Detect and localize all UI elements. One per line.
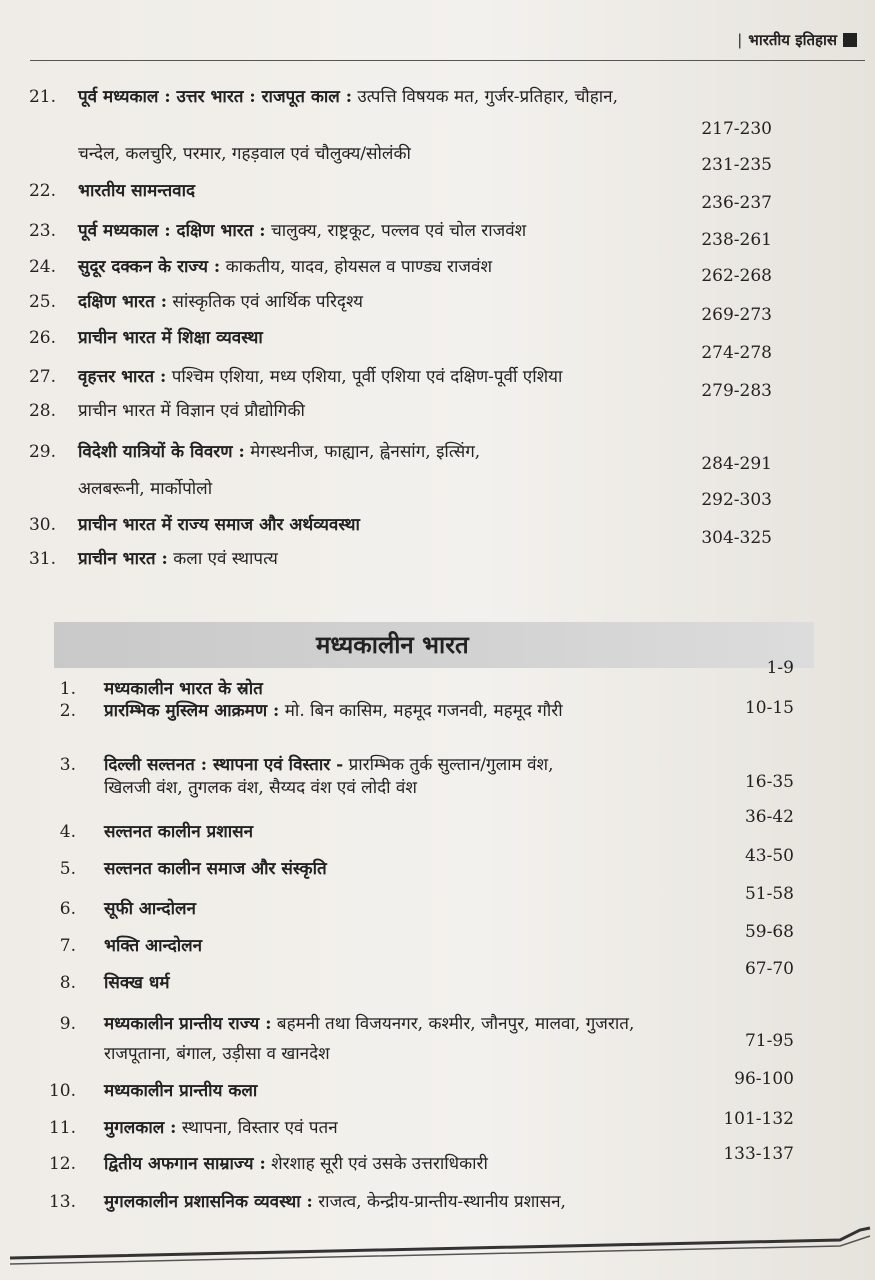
toc-page-range: 274-278 xyxy=(701,343,772,363)
toc-page-range: 10-15 xyxy=(744,698,794,718)
toc-entry-number: 13. xyxy=(48,1192,76,1212)
toc-entry-detail: काकतीय, यादव, होयसल व पाण्ड्य राजवंश xyxy=(220,257,492,277)
header-square-icon xyxy=(843,33,857,47)
toc-entry-number: 26. xyxy=(28,328,56,348)
toc-page-range: 71-95 xyxy=(744,1031,794,1051)
toc-entry-number: 12. xyxy=(48,1154,76,1174)
toc-page-range: 1-9 xyxy=(766,658,794,678)
toc-entry-number: 10. xyxy=(48,1081,76,1101)
toc-page-range: 238-261 xyxy=(701,230,772,250)
toc-entry-title xyxy=(78,548,278,570)
toc-entry-heading: मुगलकालीन प्रशासनिक व्यवस्था : xyxy=(104,1192,313,1212)
toc-entry-title xyxy=(104,1043,330,1065)
toc-page-range: 36-42 xyxy=(744,807,794,827)
toc-entry-heading: मध्यकालीन प्रान्तीय राज्य : xyxy=(104,1014,272,1034)
toc-entry-detail: चन्देल, कलचुरि, परमार, गहड़वाल एवं चौलुक्य/सोलंकी xyxy=(78,144,411,164)
toc-entry-detail: खिलजी वंश, तुगलक वंश, सैय्यद वंश एवं लोदी वंश xyxy=(104,778,417,798)
toc-entry-detail: सांस्कृतिक एवं आर्थिक परिदृश्य xyxy=(167,292,364,312)
toc-entry-detail: मेगस्थनीज, फाह्यान, ह्वेनसांग, इत्सिंग, xyxy=(244,442,481,462)
bottom-decorative-rule xyxy=(0,1200,875,1280)
toc-page-range: 96-100 xyxy=(734,1069,794,1089)
toc-entry-title xyxy=(104,1080,257,1102)
toc-entry-number: 4. xyxy=(59,822,76,842)
toc-entry-number: 1. xyxy=(59,679,76,699)
toc-entry-heading: वृहत्तर भारत : xyxy=(78,367,167,387)
toc-entry-title xyxy=(104,898,196,920)
toc-entry-detail: राजपूताना, बंगाल, उड़ीसा व खानदेश xyxy=(104,1044,330,1064)
toc-entry-number: 22. xyxy=(28,181,56,201)
toc-entry-detail: मो. बिन कासिम, महमूद गजनवी, महमूद गौरी xyxy=(279,701,563,721)
toc-page-range: 67-70 xyxy=(744,959,794,979)
toc-entry-title xyxy=(78,441,480,463)
toc-entry-detail: कला एवं स्थापत्य xyxy=(167,549,278,569)
toc-entry-heading: दक्षिण भारत : xyxy=(78,292,168,312)
toc-entry-heading: द्वितीय अफगान साम्राज्य : xyxy=(104,1154,266,1174)
toc-entry-title xyxy=(78,180,195,202)
toc-entry-number: 5. xyxy=(59,859,76,879)
toc-entry-heading: पूर्व मध्यकाल : उत्तर भारत : राजपूत काल : xyxy=(78,87,352,107)
toc-entry-heading: सूफी आन्दोलन xyxy=(104,899,196,919)
toc-page-range: 217-230 xyxy=(701,119,772,139)
toc-entry-number: 25. xyxy=(28,292,56,312)
toc-entry-heading: विदेशी यात्रियों के विवरण : xyxy=(78,442,245,462)
toc-entry-title xyxy=(104,1013,634,1035)
header-divider: | xyxy=(737,31,743,49)
toc-entry-title xyxy=(78,400,305,422)
toc-entry-number: 31. xyxy=(28,549,56,569)
running-header xyxy=(737,30,857,50)
toc-entry-title xyxy=(104,821,253,843)
toc-entry-number: 30. xyxy=(28,515,56,535)
toc-entry-title xyxy=(104,935,202,957)
toc-entry-number: 24. xyxy=(28,257,56,277)
toc-entry-detail: उत्पत्ति विषयक मत, गुर्जर-प्रतिहार, चौहान, xyxy=(352,87,618,107)
toc-entry-heading: दिल्ली सल्तनत : स्थापना एवं विस्तार - xyxy=(104,755,344,775)
toc-entry-title xyxy=(104,678,263,700)
toc-entry-number: 27. xyxy=(28,367,56,387)
toc-page-range: 51-58 xyxy=(744,884,794,904)
toc-entry-heading: प्राचीन भारत में राज्य समाज और अर्थव्यवस्था xyxy=(78,515,360,535)
toc-entry-title xyxy=(78,366,562,388)
toc-entry-title xyxy=(78,291,363,313)
toc-entry-detail: राजत्व, केन्द्रीय-प्रान्तीय-स्थानीय प्रशासन, xyxy=(312,1192,566,1212)
toc-page-range: 16-35 xyxy=(744,772,794,792)
toc-entry-title xyxy=(78,514,360,536)
toc-page-range: 59-68 xyxy=(744,922,794,942)
toc-entry-heading: सिक्ख धर्म xyxy=(104,973,170,993)
toc-page-range: 279-283 xyxy=(701,381,772,401)
toc-entry-number: 29. xyxy=(28,442,56,462)
toc-page-range: 292-303 xyxy=(701,490,772,510)
toc-page-range: 269-273 xyxy=(701,305,772,325)
toc-entry-detail: बहमनी तथा विजयनगर, कश्मीर, जौनपुर, मालवा, गुजरात, xyxy=(271,1014,635,1034)
toc-entry-heading: प्राचीन भारत : xyxy=(78,549,168,569)
section-title: मध्यकालीन भारत xyxy=(316,630,469,659)
toc-entry-title xyxy=(104,1153,488,1175)
toc-entry-title xyxy=(104,972,170,994)
toc-entry-number: 8. xyxy=(59,973,76,993)
toc-entry-heading: सल्तनत कालीन प्रशासन xyxy=(104,822,254,842)
toc-entry-heading: सल्तनत कालीन समाज और संस्कृति xyxy=(104,859,327,879)
toc-entry-number: 6. xyxy=(59,899,76,919)
toc-entry-heading: मध्यकालीन प्रान्तीय कला xyxy=(104,1081,258,1101)
toc-page-range: 284-291 xyxy=(701,454,772,474)
toc-entry-title xyxy=(104,858,327,880)
toc-entry-detail: स्थापना, विस्तार एवं पतन xyxy=(176,1118,338,1138)
toc-page-range: 236-237 xyxy=(701,193,772,213)
toc-entry-heading: सुदूर दक्कन के राज्य : xyxy=(78,257,221,277)
toc-page-range: 262-268 xyxy=(701,266,772,286)
toc-entry-number: 2. xyxy=(59,701,76,721)
toc-entry-number: 11. xyxy=(48,1118,76,1138)
toc-entry-heading: प्राचीन भारत में शिक्षा व्यवस्था xyxy=(78,328,263,348)
toc-entry-title xyxy=(78,220,526,242)
toc-entry-detail: शेरशाह सूरी एवं उसके उत्तराधिकारी xyxy=(265,1154,488,1174)
toc-entry-detail: प्राचीन भारत में विज्ञान एवं प्रौद्योगिकी xyxy=(78,401,305,421)
toc-entry-title xyxy=(78,143,411,165)
toc-entry-detail: अलबरूनी, मार्कोपोलो xyxy=(78,479,213,499)
toc-entry-title xyxy=(78,478,212,500)
toc-entry-detail: प्रारम्भिक तुर्क सुल्तान/गुलाम वंश, xyxy=(343,755,554,775)
toc-entry-title xyxy=(104,777,417,799)
toc-entry-heading: भारतीय सामन्तवाद xyxy=(78,181,196,201)
header-title: भारतीय इतिहास xyxy=(748,31,837,49)
toc-entry-heading: मुगलकाल : xyxy=(104,1118,177,1138)
toc-entry-title xyxy=(104,754,553,776)
toc-entry-detail: चालुक्य, राष्ट्रकूट, पल्लव एवं चोल राजवंश xyxy=(265,221,527,241)
toc-entry-title xyxy=(78,327,263,349)
toc-entry-title xyxy=(104,700,563,722)
toc-entry-number: 7. xyxy=(59,936,76,956)
toc-entry-detail: पश्चिम एशिया, मध्य एशिया, पूर्वी एशिया एवं दक्षिण-पूर्वी एशिया xyxy=(166,367,563,387)
toc-entry-heading: मध्यकालीन भारत के स्रोत xyxy=(104,679,263,699)
toc-page-range: 231-235 xyxy=(701,155,772,175)
toc-entry-title xyxy=(78,86,618,108)
toc-page-range: 101-132 xyxy=(723,1109,794,1129)
header-rule xyxy=(30,60,865,61)
toc-entry-number: 9. xyxy=(59,1014,76,1034)
toc-entry-heading: भक्ति आन्दोलन xyxy=(104,936,203,956)
toc-entry-title xyxy=(78,256,492,278)
toc-entry-number: 3. xyxy=(59,755,76,775)
toc-entry-number: 21. xyxy=(28,87,56,107)
toc-entry-heading: प्रारम्भिक मुस्लिम आक्रमण : xyxy=(104,701,280,721)
toc-entry-heading: पूर्व मध्यकाल : दक्षिण भारत : xyxy=(78,221,266,241)
toc-page-range: 304-325 xyxy=(701,528,772,548)
toc-entry-title xyxy=(104,1117,338,1139)
toc-page-range: 43-50 xyxy=(744,846,794,866)
toc-entry-number: 23. xyxy=(28,221,56,241)
toc-page-range: 133-137 xyxy=(723,1144,794,1164)
toc-entry-number: 28. xyxy=(28,401,56,421)
